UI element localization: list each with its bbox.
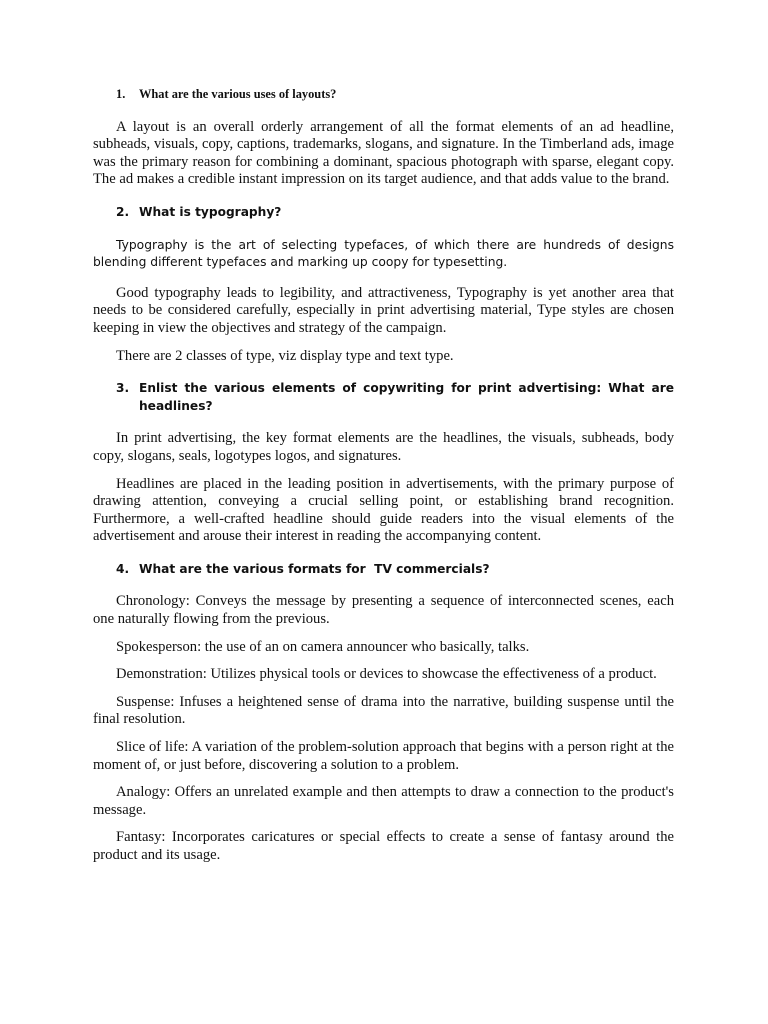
question-heading-3 bbox=[93, 380, 674, 415]
question-heading-1 bbox=[93, 86, 674, 104]
answer-paragraph-2-1: Good typography leads to legibility, and attractiveness, Typography is yet another area that needs to be considered carefully, especially in print advertising material, Type styles are chosen keeping in view the objectives and strategy of the campaign. bbox=[93, 284, 674, 336]
format-analogy: Analogy: Offers an unrelated example and then attempts to draw a connection to the product's message. bbox=[93, 784, 674, 818]
format-spokesperson: Spokesperson: the use of an on camera announcer who basically, talks. bbox=[116, 638, 530, 655]
answer-paragraph-2-intro: Typography is the art of selecting typefaces, of which there are hundreds of designs blending different typefaces and marking up coopy for typesetting. bbox=[93, 237, 674, 270]
format-demonstration: Demonstration: Utilizes physical tools or devices to showcase the effectiveness of a product. bbox=[116, 666, 657, 683]
question-text-2: What is typography? bbox=[139, 204, 282, 219]
question-text-4: What are the various formats for TV commercials? bbox=[139, 561, 490, 576]
question-text-3: Enlist the various elements of copywriting for print advertising: What are headlines? bbox=[139, 381, 674, 413]
answer-paragraph-3-2: Headlines are placed in the leading position in advertisements, with the primary purpose of drawing attention, conveying a crucial selling point, or establishing brand recognition. Furthermore, a well-crafted headline should guide readers into the visual elements of the advertisement and arouse their interest in reading the accompanying content. bbox=[93, 475, 674, 545]
answer-paragraph-1-1: A layout is an overall orderly arrangement of all the format elements of an ad headline, subheads, visuals, copy, captions, trademarks, slogans, and signature. In the Timberland ads, image was the primary reason for combining a dominant, spacious photograph with sparse, elegant copy. The ad makes a credible instant impression on its target audience, and that adds value to the brand. bbox=[93, 118, 674, 188]
question-number-1: 1. bbox=[116, 87, 126, 101]
question-number-4: 4. bbox=[116, 561, 130, 576]
format-slice-of-life: Slice of life: A variation of the problem-solution approach that begins with a person right at the moment of, or just before, discovering a solution to a problem. bbox=[93, 739, 674, 773]
format-fantasy: Fantasy: Incorporates caricatures or special effects to create a sense of fantasy around the product and its usage. bbox=[93, 829, 674, 863]
question-heading-4 bbox=[93, 561, 674, 579]
question-text-1: What are the various uses of layouts? bbox=[139, 87, 337, 101]
format-suspense: Suspense: Infuses a heightened sense of drama into the narrative, building suspense until the final resolution. bbox=[93, 693, 674, 728]
format-chronology: Chronology: Conveys the message by presenting a sequence of interconnected scenes, each one naturally flowing from the previous. bbox=[93, 593, 674, 628]
document-page bbox=[93, 86, 674, 865]
answer-paragraph-3-1: In print advertising, the key format elements are the headlines, the visuals, subheads, body copy, slogans, seals, logotypes logos, and signatures. bbox=[93, 430, 674, 464]
question-number-3: 3. bbox=[116, 381, 130, 396]
question-heading-2 bbox=[93, 204, 674, 222]
answer-paragraph-2-2: There are 2 classes of type, viz display type and text type. bbox=[116, 347, 454, 364]
question-number-2: 2. bbox=[116, 204, 130, 219]
